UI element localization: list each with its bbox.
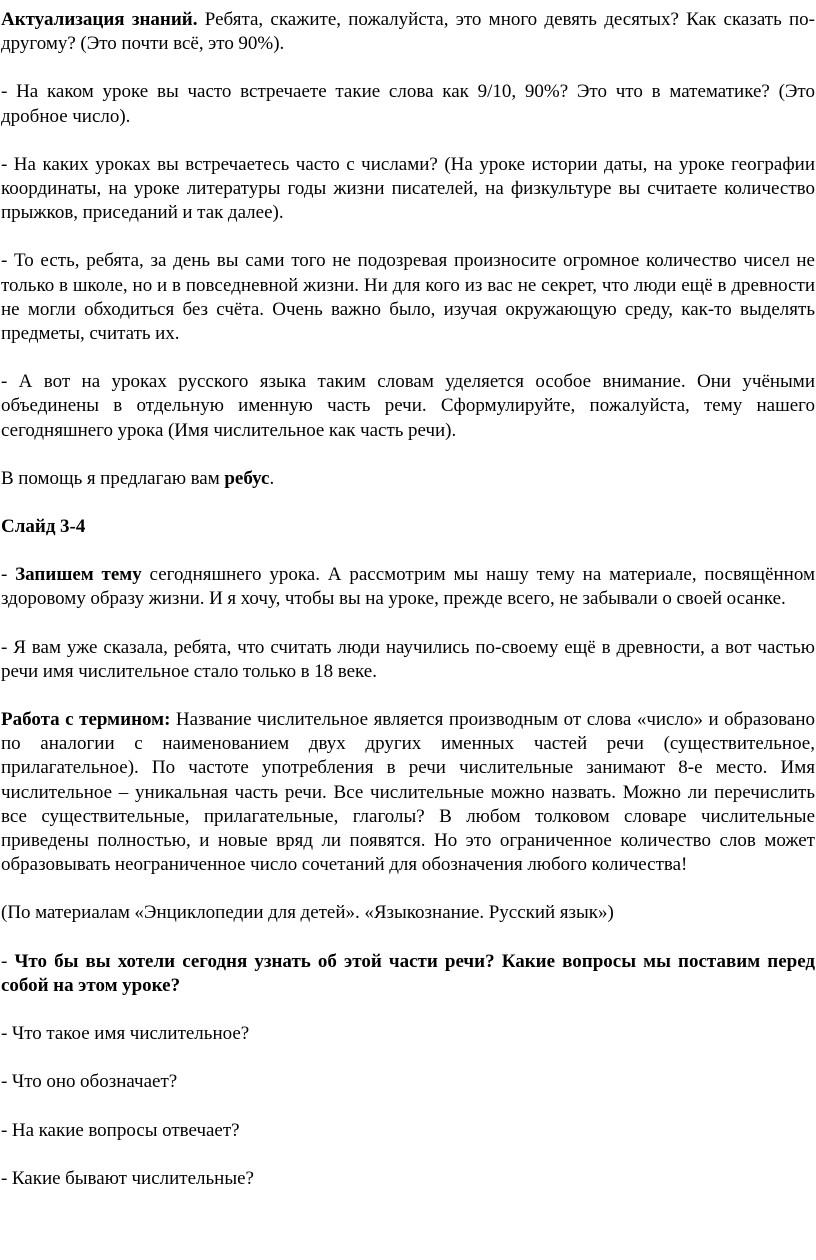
paragraph-everyday-numbers: - То есть, ребята, за день вы сами того не подозревая произносите огромное количество чисел не только в школе, но и в повседневной жизни. Ни для кого из вас не секрет, что люди ещё в древности не могли обходиться без счёта. Очень важно было, изучая окружающую среду, как-то выделять предметы, считать их. bbox=[1, 250, 815, 345]
paragraph-write-topic bbox=[1, 563, 815, 611]
dash-write-topic: - bbox=[1, 564, 16, 586]
question-what-means: - Что оно обозначает? bbox=[1, 1071, 178, 1093]
paragraph-numbers-lessons: - На каких уроках вы встречаетесь часто с числами? (На уроке истории даты, на уроке географии координаты, на уроке литературы годы жизни писателей, на физкультуре вы считаете количество прыжков, приседаний и так далее). bbox=[1, 153, 815, 224]
paragraph-rebus bbox=[1, 467, 815, 491]
paragraph-18th-century: - Я вам уже сказала, ребята, что считать люди научились по-своему ещё в древности, а вот частью речи имя числительное стало только в 18 веке. bbox=[1, 636, 815, 682]
slide-label: Слайд 3-4 bbox=[1, 516, 86, 538]
text-rebus: В помощь я предлагаю вам bbox=[1, 467, 225, 489]
text-term-work: Название числительное является производным от слова «число» и образовано по аналогии с наименованием двух других именных частей речи (существительное, прилагательное). По частоте употребления в речи числительные занимают 8-е место. Имя числительное – уникальная часть речи. Все числительные можно назвать. Можно ли перечислить все существительные, прилагательные, глаголы? В любом толковом словаре числительные приведены полностью, и новые вряд ли появятся. Но это ограниченное количество слов может образовывать неограниченное число сочетаний для обозначения любого количества! bbox=[1, 709, 815, 876]
slide-heading bbox=[1, 515, 815, 539]
dash-goals: - bbox=[1, 950, 15, 972]
text-write-topic: сегодняшнего урока. А рассмотрим мы нашу тему на материале, посвящённом здоровому образу жизни. И я хочу, чтобы вы на уроке, прежде всего, не забывали о своей осанке. bbox=[1, 564, 815, 610]
paragraph-term-work bbox=[1, 708, 815, 877]
text-actualization: Ребята, скажите, пожалуйста, это много девять десятых? Как сказать по-другому? (Это почти всё, это 90%). bbox=[1, 9, 815, 55]
bold-rebus: ребус bbox=[224, 467, 270, 489]
bold-goals: Что бы вы хотели сегодня узнать об этой части речи? Какие вопросы мы поставим перед собой на этом уроке? bbox=[1, 950, 815, 996]
question-types: - Какие бывают числительные? bbox=[1, 1167, 254, 1189]
question-which-questions: - На какие вопросы отвечает? bbox=[1, 1119, 240, 1141]
paragraph-actualization bbox=[1, 8, 815, 56]
paragraph-goals bbox=[1, 950, 815, 998]
question-what-is: - Что такое имя числительное? bbox=[1, 1023, 250, 1045]
text-rebus-end: . bbox=[269, 467, 275, 489]
heading-term-work: Работа с термином: bbox=[1, 709, 171, 731]
paragraph-math-question: - На каком уроке вы часто встречаете такие слова как 9/10, 90%? Это что в математике? (Это дробное число). bbox=[1, 81, 815, 127]
paragraph-russian-lesson: - А вот на уроках русского языка таким словам уделяется особое внимание. Они учёными объединены в отдельную именную часть речи. Сформулируйте, пожалуйста, тему нашего сегодняшнего урока (Имя числительное как часть речи). bbox=[1, 371, 815, 441]
heading-actualization: Актуализация знаний. bbox=[1, 9, 198, 30]
bold-write-topic: Запишем тему bbox=[15, 564, 142, 586]
paragraph-source: (По материалам «Энциклопедии для детей». «Языкознание. Русский язык») bbox=[1, 902, 614, 924]
